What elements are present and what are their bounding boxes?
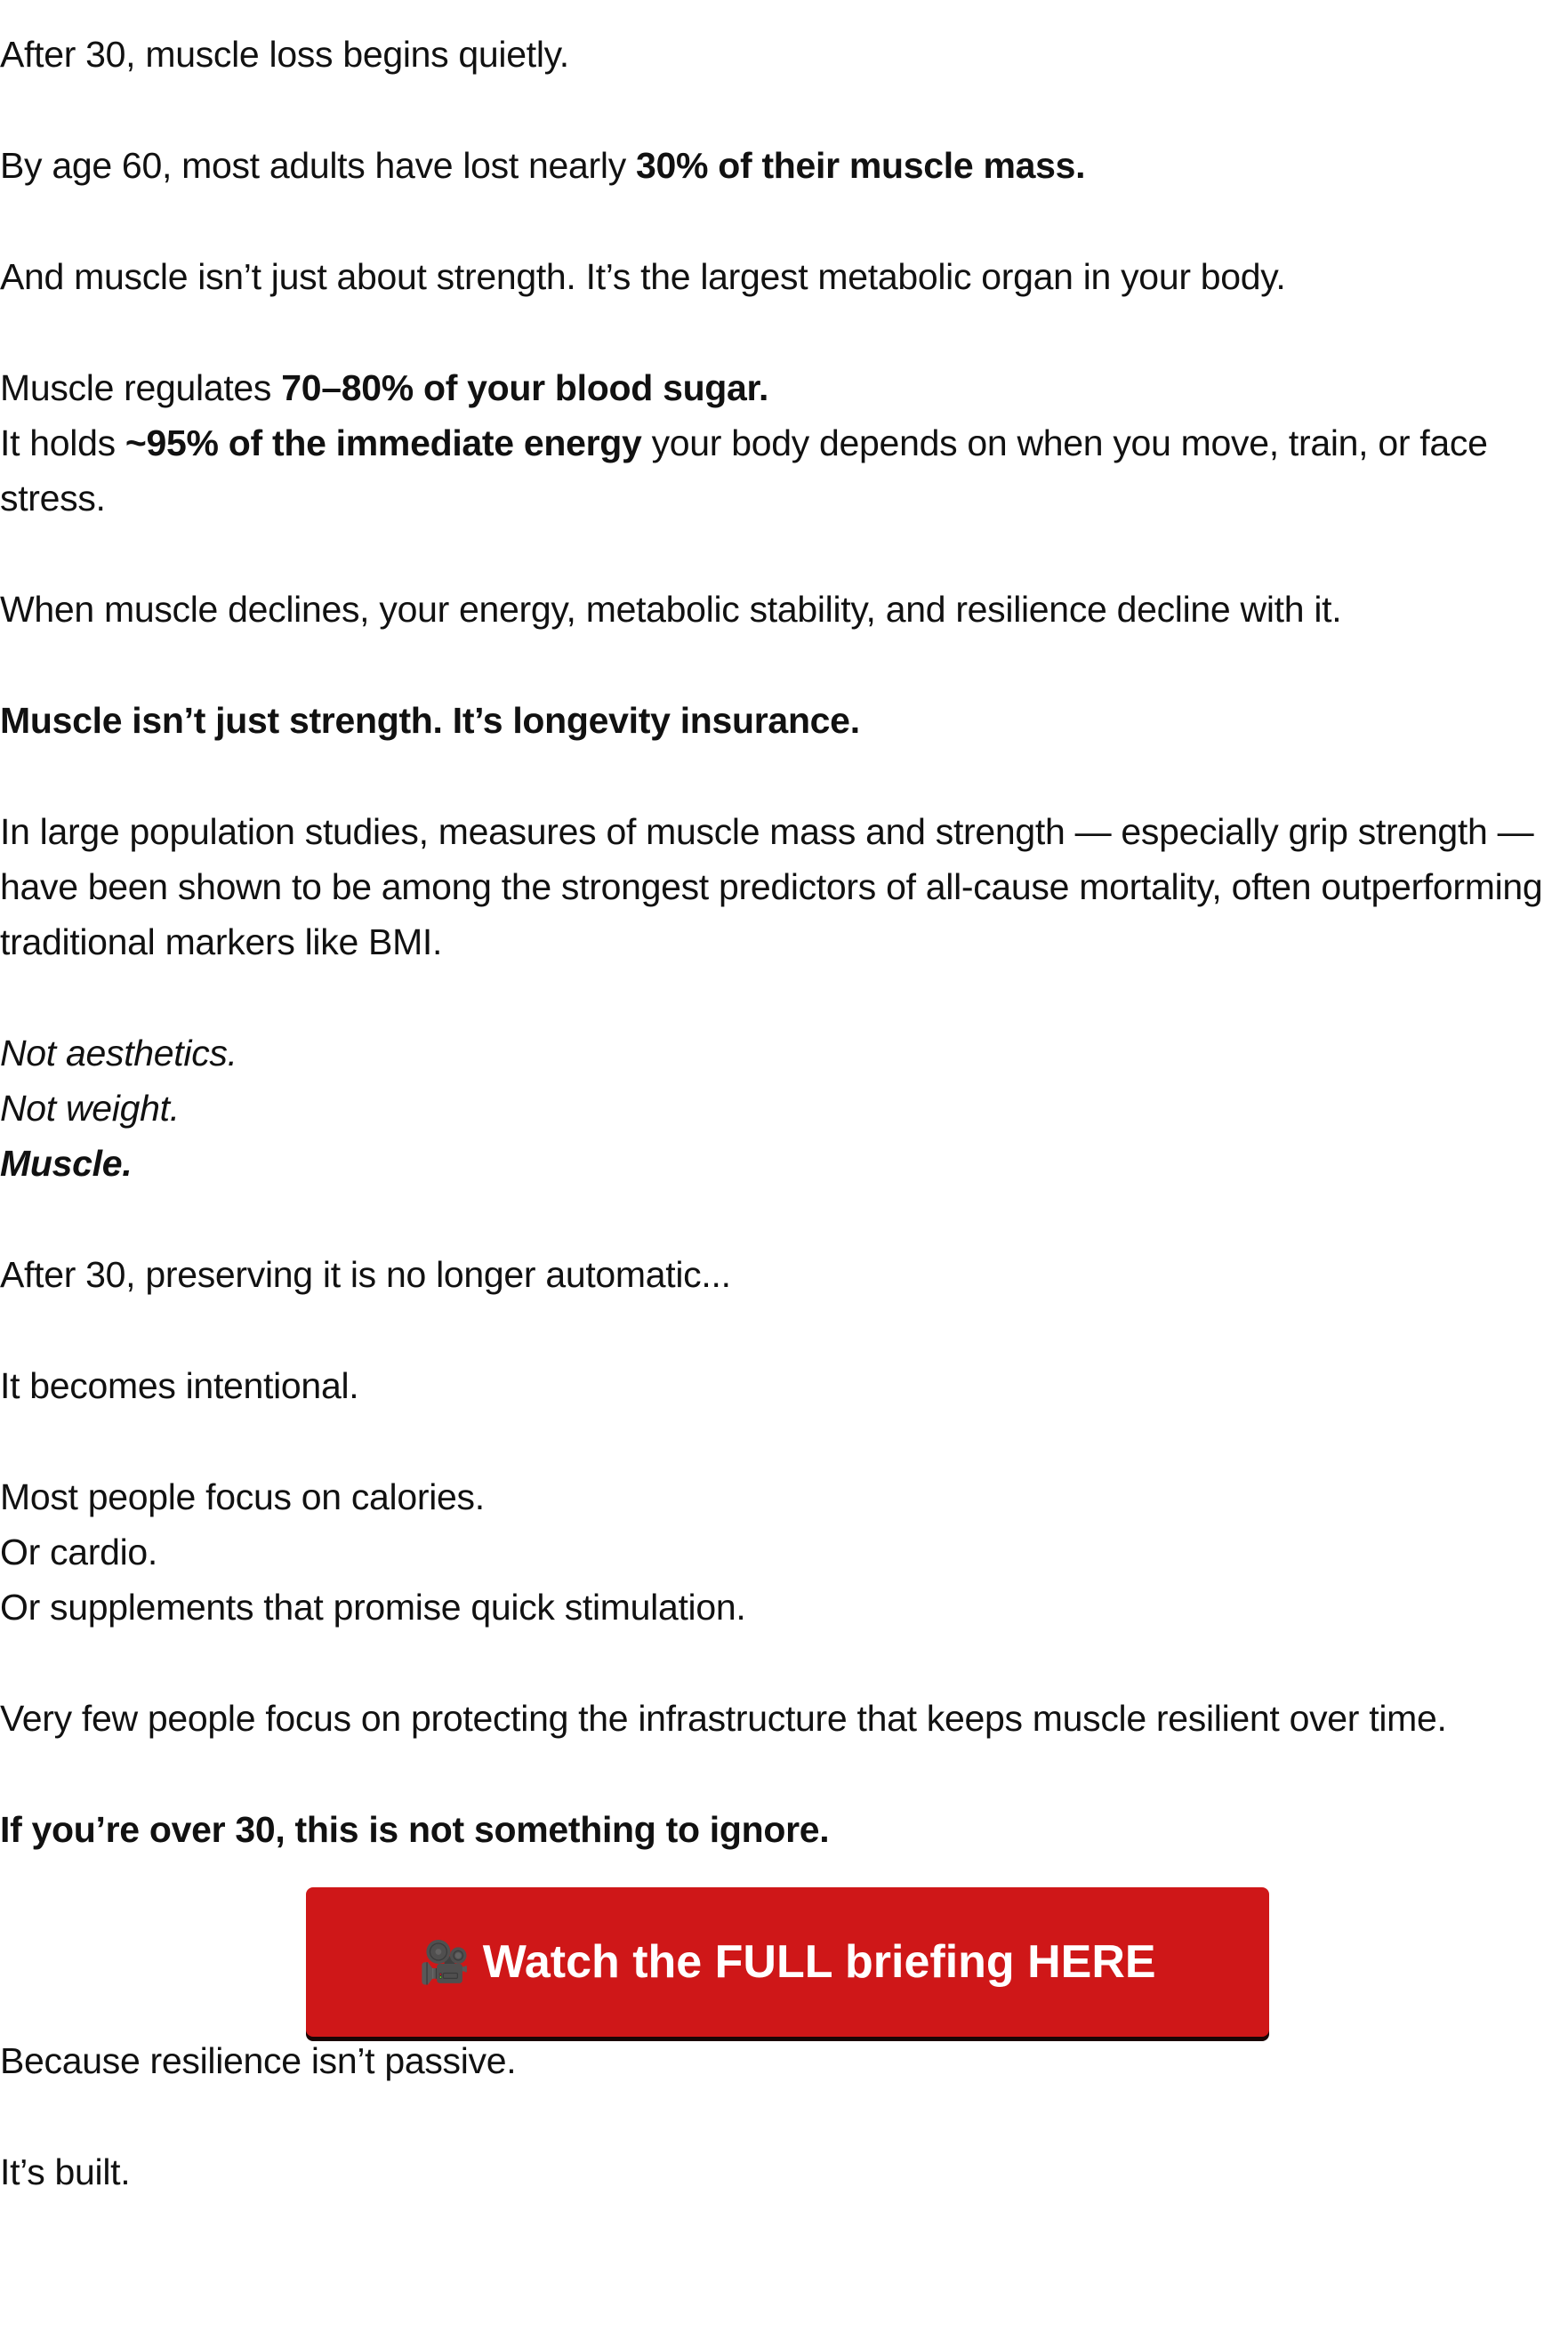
cardio-line: Or cardio. — [0, 1532, 157, 1572]
paragraph-decline — [0, 582, 1568, 637]
paragraph-muscle-loss-intro — [0, 27, 1568, 82]
paragraph-over-30-warning — [0, 1802, 1568, 1857]
not-aesthetics-line: Not aesthetics. — [0, 1033, 237, 1074]
cta-label: Watch the FULL briefing HERE — [482, 1936, 1156, 1988]
text: your body depends on when you move, train, or face stress. — [0, 422, 1488, 519]
paragraph-infrastructure — [0, 1691, 1568, 1746]
text: And muscle isn’t just about strength. It’s the largest metabolic organ in your body. — [0, 256, 1286, 297]
supplements-line: Or supplements that promise quick stimulation. — [0, 1587, 746, 1628]
text: Muscle regulates — [0, 367, 282, 408]
bold-stat: 70–80% of your blood sugar. — [281, 367, 769, 408]
article-body — [0, 27, 1568, 2256]
paragraph-muscle-mass-stat — [0, 138, 1568, 193]
energy-line — [0, 415, 1568, 526]
text: After 30, preserving it is no longer automatic... — [0, 1254, 731, 1295]
text: It holds — [0, 422, 125, 463]
paragraph-longevity-insurance — [0, 693, 1568, 748]
text: Because resilience isn’t passive. — [0, 2040, 517, 2081]
text: When muscle declines, your energy, metabolic stability, and resilience decline with it. — [0, 589, 1342, 630]
blood-sugar-line — [0, 360, 1568, 415]
paragraph-resilience-not-passive — [0, 2033, 1568, 2088]
bold-stat: 30% of their muscle mass. — [636, 145, 1086, 186]
paragraph-blood-sugar-energy — [0, 360, 1568, 526]
paragraph-its-built — [0, 2144, 1568, 2199]
text: It becomes intentional. — [0, 1365, 359, 1406]
video-camera-icon: 🎥 — [419, 1939, 470, 1985]
paragraph-intentional — [0, 1358, 1568, 1413]
paragraph-common-focus — [0, 1469, 1568, 1635]
text: In large population studies, measures of muscle mass and strength — especially grip strength — have been shown to be among the strongest predictors of all-cause mortality, often outperforming traditional markers like BMI. — [0, 811, 1543, 962]
muscle-line: Muscle. — [0, 1143, 133, 1184]
paragraph-population-studies — [0, 804, 1568, 969]
text: By age 60, most adults have lost nearly — [0, 145, 637, 186]
text: Muscle isn’t just strength. It’s longevity insurance. — [0, 700, 860, 741]
calories-line: Most people focus on calories. — [0, 1476, 485, 1517]
paragraph-not-automatic — [0, 1247, 1568, 1302]
watch-briefing-button[interactable] — [306, 1887, 1269, 2037]
not-weight-line: Not weight. — [0, 1088, 180, 1129]
paragraph-not-aesthetics — [0, 1025, 1568, 1191]
text: After 30, muscle loss begins quietly. — [0, 34, 569, 75]
text: Very few people focus on protecting the infrastructure that keeps muscle resilient over time. — [0, 1698, 1447, 1739]
text: If you’re over 30, this is not something to ignore. — [0, 1809, 830, 1850]
paragraph-metabolic-organ — [0, 249, 1568, 304]
bold-stat: ~95% of the immediate energy — [125, 422, 642, 463]
text: It’s built. — [0, 2151, 131, 2192]
